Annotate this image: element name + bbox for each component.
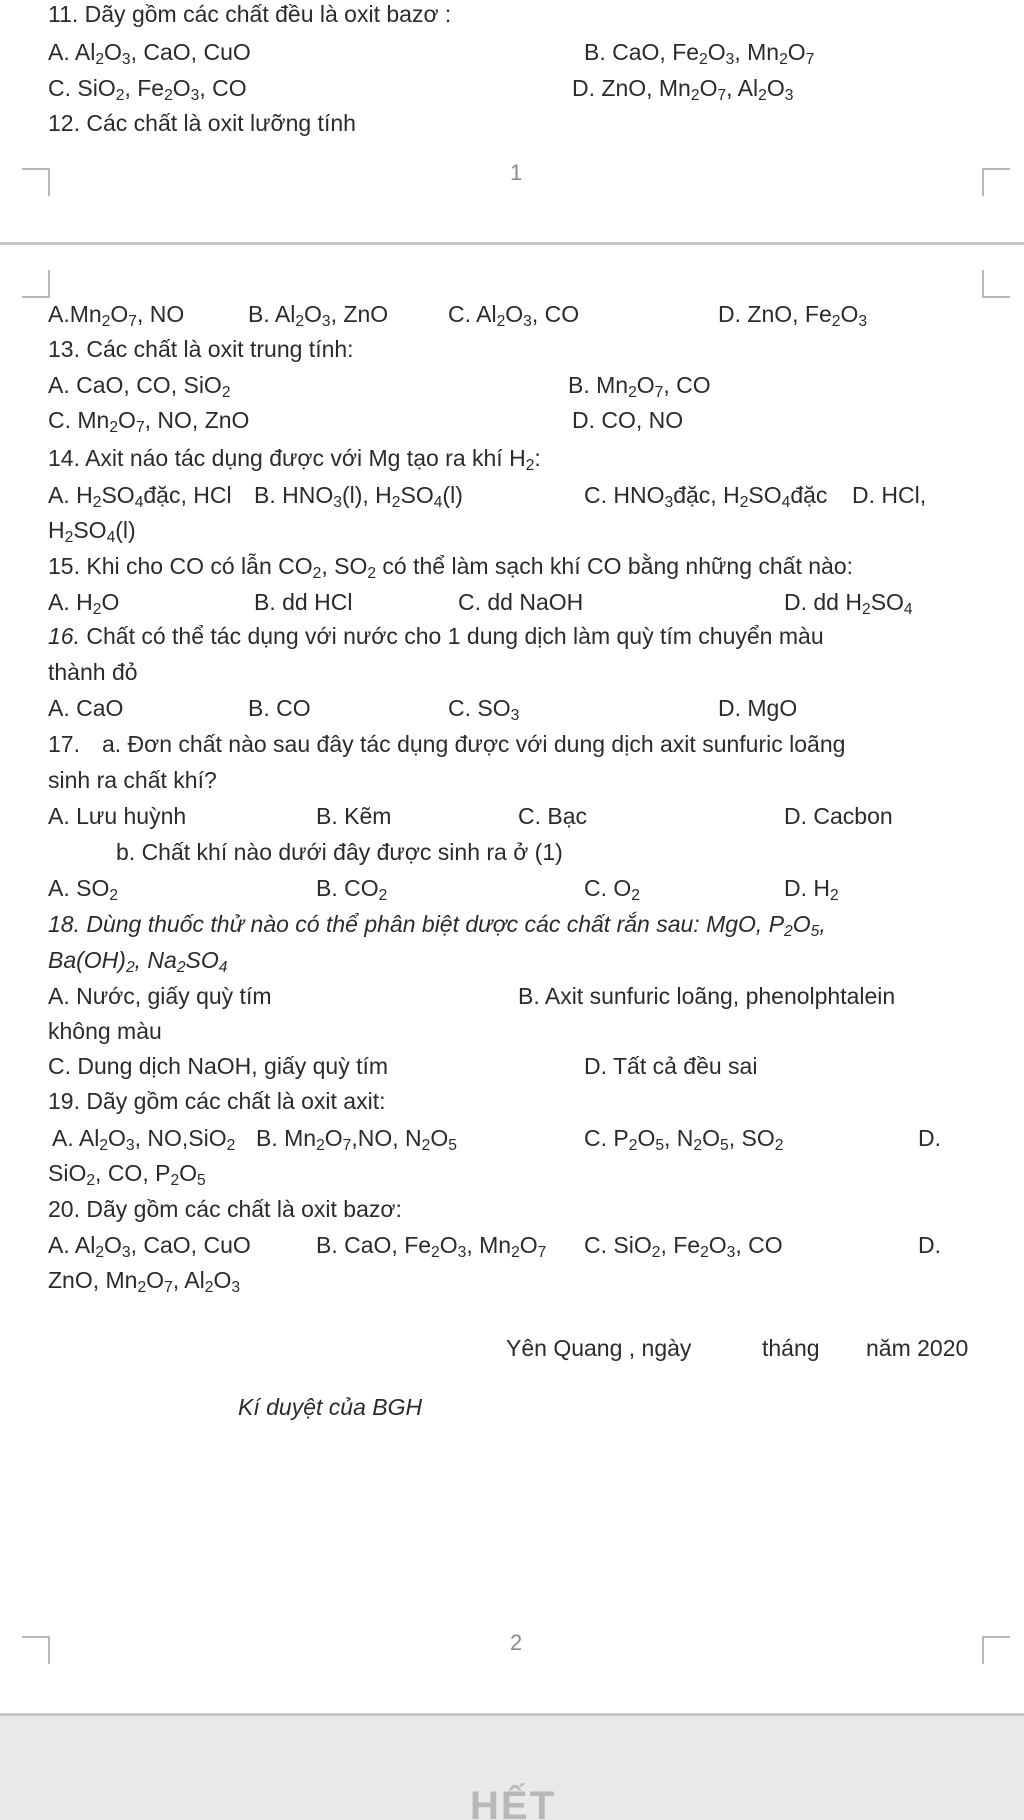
- option-label: A.: [52, 1125, 74, 1151]
- option-label: A.: [48, 301, 70, 327]
- q11-option-b: [584, 38, 814, 66]
- q17b-option-a: [48, 874, 118, 902]
- option-label: D.: [784, 803, 807, 829]
- option-label: A.: [48, 695, 70, 721]
- option-text: $Al_2O_3$, CaO, CuO: [74, 1232, 251, 1261]
- corner-mark: [22, 270, 50, 298]
- option-label: C.: [584, 1125, 607, 1151]
- corner-mark: [22, 1636, 50, 1664]
- option-text: $HNO_3(l)$, $H_2SO_4(l)$: [282, 482, 463, 511]
- option-text: dd $H_2SO_4$: [813, 589, 913, 618]
- q15-option-c: [458, 588, 583, 616]
- q14-option-d-cont: $H_2SO_4(l)$: [48, 517, 136, 546]
- option-label: C.: [584, 482, 607, 508]
- q12-option-a: [48, 300, 184, 328]
- option-text: $SO_2$: [76, 875, 119, 904]
- option-text: Bạc: [547, 803, 588, 829]
- q16-question-cont: thành đỏ: [48, 659, 138, 685]
- q12-option-b: [248, 300, 388, 328]
- option-text: $Mn_2O_7$, NO: [69, 301, 185, 330]
- date-year: năm 2020: [866, 1335, 969, 1361]
- approval-label: Kí duyệt của BGH: [238, 1394, 423, 1420]
- q16-option-c: [448, 694, 519, 722]
- page-number: 2: [510, 1630, 523, 1655]
- option-text: $Al_2O_3$, CaO, CuO: [74, 39, 251, 68]
- option-text: dd NaOH: [487, 589, 584, 615]
- q13-question: 13. Các chất là oxit trung tính:: [48, 336, 354, 362]
- q14-question: 14. Axit náo tác dụng được với Mg tạo ra khí $H_2$:: [48, 445, 541, 474]
- option-text: SiO$_2$, $Fe_2O_3$, CO: [77, 75, 247, 104]
- q20-option-d: D.: [918, 1232, 941, 1258]
- q15-question: 15. Khi cho CO có lẫn $CO_2$, $SO_2$ có thể làm sạch khí CO bằng những chất nào:: [48, 553, 854, 582]
- q13-option-d: [572, 406, 683, 434]
- option-text: CaO: [76, 695, 124, 721]
- option-label: D.: [784, 875, 807, 901]
- q20-option-a: [48, 1231, 251, 1259]
- q14-option-a: [48, 481, 232, 509]
- q18-question: 18. Dùng thuốc thử nào có thể phân biệt dược các chất rắn sau: MgO, $P_2O_5$,: [48, 911, 826, 940]
- option-label: A.: [48, 1232, 70, 1258]
- q19-option-a: [52, 1124, 235, 1152]
- q14-option-d: [852, 481, 926, 509]
- option-text: CO, NO: [601, 407, 684, 433]
- q17b-question: b. Chất khí nào dưới đây được sinh ra ở (1): [116, 839, 563, 865]
- option-label: B.: [568, 372, 590, 398]
- q20-question: 20. Dãy gồm các chất là oxit bazơ:: [48, 1196, 402, 1222]
- q20-option-c: [584, 1231, 783, 1259]
- option-text: CO: [276, 695, 311, 721]
- date-place: Yên Quang , ngày: [506, 1335, 692, 1361]
- corner-mark: [982, 1636, 1010, 1664]
- q18-option-d: [584, 1052, 757, 1080]
- option-label: B.: [584, 39, 606, 65]
- option-text: $Mn_2O_7$, CO: [596, 372, 711, 401]
- q12-question: 12. Các chất là oxit lưỡng tính: [48, 110, 356, 136]
- q18-option-a: [48, 982, 272, 1010]
- option-text: CaO, CO, SiO$_2$: [76, 372, 231, 401]
- option-label: B.: [248, 695, 270, 721]
- q16-question: [48, 622, 824, 650]
- option-text: $H_2$: [813, 875, 839, 904]
- option-label: B.: [256, 1125, 278, 1151]
- q14-option-b: [254, 481, 463, 509]
- page-number: 1: [510, 160, 523, 185]
- option-label: C.: [584, 1232, 607, 1258]
- option-text: $Al_2O_3$, ZnO: [274, 301, 389, 330]
- q16-option-a: [48, 694, 123, 722]
- q18-option-c: [48, 1052, 388, 1080]
- option-label: D.: [572, 407, 595, 433]
- q11-option-a: [48, 38, 251, 66]
- option-text: $HNO_3đặc$, $H_2SO_4đặc$: [613, 482, 828, 511]
- option-text: ZnO, $Fe_2O_3$: [747, 301, 868, 330]
- page-separator: [0, 242, 1024, 245]
- option-label: A.: [48, 39, 70, 65]
- q19-option-d-cont: SiO$_2$, CO, $P_2O_5$: [48, 1160, 206, 1189]
- q17a-option-b: [316, 802, 391, 830]
- option-text: $H_2SO_4đặc$, HCl: [76, 482, 232, 511]
- option-text: $SO_3$: [477, 695, 520, 724]
- option-label: B.: [316, 1232, 338, 1258]
- option-label: C.: [584, 875, 607, 901]
- option-label: A.: [48, 875, 70, 901]
- page-separator: [0, 1713, 1024, 1716]
- option-label: C.: [448, 695, 471, 721]
- question-number: 16.: [48, 623, 80, 649]
- option-text: CaO, $Fe_2O_3$, $Mn_2O_7$: [344, 1232, 547, 1261]
- option-text: HCl,: [881, 482, 927, 508]
- question-text: a. Đơn chất nào sau đây tác dụng được với dung dịch axit sunfuric loãng: [101, 731, 846, 757]
- option-text: $O_2$: [613, 875, 640, 904]
- q17b-option-b: [316, 874, 387, 902]
- option-text: Axit sunfuric loãng, phenolphtalein: [544, 983, 896, 1009]
- q13-option-c: [48, 406, 249, 434]
- option-label: B.: [248, 301, 270, 327]
- option-label: A.: [48, 372, 70, 398]
- question-number: 17.: [48, 731, 80, 757]
- q11-option-c: [48, 74, 247, 102]
- q15-option-a: [48, 588, 119, 616]
- q18-option-b: [518, 982, 895, 1010]
- option-text: Kẽm: [344, 803, 392, 829]
- option-text: MgO: [747, 695, 798, 721]
- option-text: Lưu huỳnh: [76, 803, 187, 829]
- q11-option-d: [572, 74, 793, 102]
- date-month: tháng: [762, 1335, 820, 1361]
- option-label: C.: [48, 407, 71, 433]
- option-text: Cacbon: [813, 803, 893, 829]
- option-text: $H_2O$: [76, 589, 120, 618]
- q20-option-d-cont: ZnO, $Mn_2O_7$, $Al_2O_3$: [48, 1267, 241, 1296]
- option-label: C.: [458, 589, 481, 615]
- option-text: $Mn_2O_7$, NO, ZnO: [77, 407, 250, 436]
- option-label: B.: [254, 482, 276, 508]
- option-label: B.: [518, 983, 540, 1009]
- option-text: CaO, $Fe_2O_3$, $Mn_2O_7$: [612, 39, 815, 68]
- option-text: $CO_2$: [344, 875, 388, 904]
- q11-question: 11. Dãy gồm các chất đều là oxit bazơ :: [48, 1, 452, 27]
- option-text: Nước, giấy quỳ tím: [76, 983, 272, 1009]
- option-label: D.: [572, 75, 595, 101]
- corner-mark: [982, 270, 1010, 298]
- option-label: A.: [48, 983, 70, 1009]
- q17a-option-a: [48, 802, 186, 830]
- question-text: Chất có thể tác dụng với nước cho 1 dung dịch làm quỳ tím chuyển màu: [86, 623, 824, 649]
- next-page-heading: HẾT: [470, 1784, 556, 1820]
- q16-option-d: [718, 694, 797, 722]
- q15-option-d: [784, 588, 913, 616]
- option-label: B.: [316, 875, 338, 901]
- q19-option-c: [584, 1124, 783, 1152]
- option-text: SiO$_2$, $Fe_2O_3$, CO: [613, 1232, 783, 1261]
- option-label: A.: [48, 803, 70, 829]
- option-text: $Mn_2O_7,NO$, $N_2O_5$: [284, 1125, 457, 1154]
- option-label: A.: [48, 482, 70, 508]
- option-label: B.: [254, 589, 276, 615]
- option-label: A.: [48, 589, 70, 615]
- option-label: C.: [48, 75, 71, 101]
- option-text: dd HCl: [282, 589, 353, 615]
- q20-option-b: [316, 1231, 546, 1259]
- option-label: D.: [718, 695, 741, 721]
- corner-mark: [982, 168, 1010, 196]
- corner-mark: [22, 168, 50, 196]
- option-label: B.: [316, 803, 338, 829]
- q17-question-cont: sinh ra chất khí?: [48, 767, 217, 793]
- option-text: $P_2O_5$, $N_2O_5$, $SO_2$: [613, 1125, 784, 1154]
- q17a-option-c: [518, 802, 587, 830]
- option-text: Dung dịch NaOH, giấy quỳ tím: [77, 1053, 389, 1079]
- option-text: ZnO, $Mn_2O_7$, $Al_2O_3$: [601, 75, 794, 104]
- option-label: D.: [852, 482, 875, 508]
- q15-option-b: [254, 588, 352, 616]
- q12-option-c: [448, 300, 579, 328]
- option-label: D.: [584, 1053, 607, 1079]
- q13-option-b: [568, 371, 711, 399]
- option-label: C.: [518, 803, 541, 829]
- q17b-option-d: [784, 874, 839, 902]
- q18-question-cont: $Ba(OH)_2$, $Na_2SO_4$: [48, 947, 228, 976]
- q19-option-d: D.: [918, 1125, 941, 1151]
- option-label: D.: [718, 301, 741, 327]
- option-text: Tất cả đều sai: [612, 1053, 758, 1079]
- q12-option-d: [718, 300, 867, 328]
- q17-question: [48, 730, 845, 758]
- q17a-option-d: [784, 802, 893, 830]
- option-label: C.: [48, 1053, 71, 1079]
- q19-option-b: [256, 1124, 457, 1152]
- option-text: $Al_2O_3$, NO,SiO$_2$: [78, 1125, 236, 1154]
- q16-option-b: [248, 694, 311, 722]
- q17b-option-c: [584, 874, 640, 902]
- q13-option-a: [48, 371, 231, 399]
- option-label: D.: [784, 589, 807, 615]
- q14-option-c: [584, 481, 827, 509]
- option-text: $Al_2O_3$, CO: [476, 301, 580, 330]
- q19-question: 19. Dãy gồm các chất là oxit axit:: [48, 1088, 386, 1114]
- q18-option-b-cont: không màu: [48, 1018, 162, 1044]
- option-label: C.: [448, 301, 471, 327]
